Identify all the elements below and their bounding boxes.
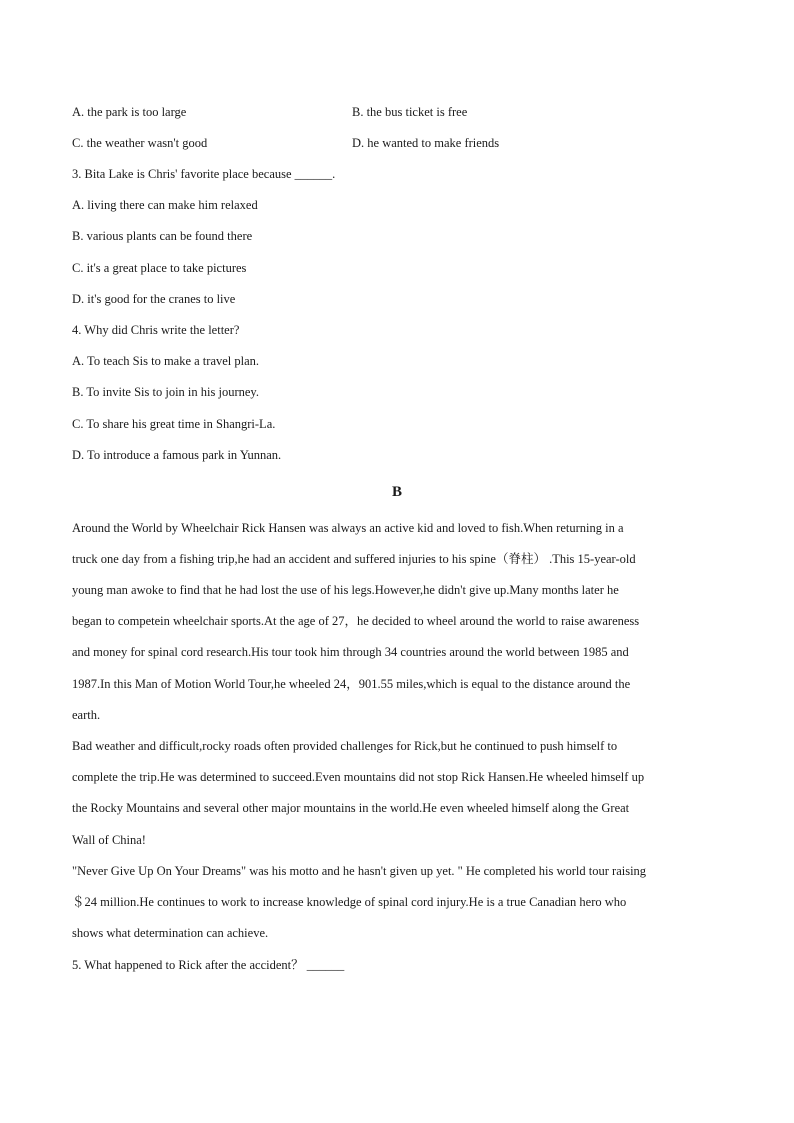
q4-option-a: A. To teach Sis to make a travel plan. [72, 354, 260, 368]
q3-option-a: A. living there can make him relaxed [72, 198, 258, 212]
q4-option-b: B. To invite Sis to join in his journey. [72, 385, 259, 399]
q4-option-d: D. To introduce a famous park in Yunnan. [72, 448, 282, 462]
q3-stem: 3. Bita Lake is Chris' favorite place because ______. [72, 167, 336, 181]
section-heading-b: B [391, 484, 402, 500]
passage-line: "Never Give Up On Your Dreams" was his motto and he hasn't given up yet. " He completed his world tour raising [72, 864, 647, 878]
q4-stem: 4. Why did Chris write the letter? [72, 323, 240, 337]
q4-option-c: C. To share his great time in Shangri-La. [72, 417, 276, 431]
q3-option-c: C. it's a great place to take pictures [72, 261, 247, 275]
q2-option-b: B. the bus ticket is free [352, 105, 468, 119]
passage-line: ＄24 million.He continues to work to increase knowledge of spinal cord injury.He is a true Canadian hero who [72, 895, 627, 909]
passage-line: Around the World by Wheelchair Rick Hansen was always an active kid and loved to fish.When returning in a [72, 521, 624, 535]
passage-line: Bad weather and difficult,rocky roads often provided challenges for Rick,but he continued to push himself to [72, 739, 618, 753]
q2-option-d: D. he wanted to make friends [352, 136, 500, 150]
q3-option-d: D. it's good for the cranes to live [72, 292, 236, 306]
passage-line: young man awoke to find that he had lost the use of his legs.However,he didn't give up.Many months later he [72, 583, 619, 597]
passage-line: shows what determination can achieve. [72, 926, 269, 940]
passage-line: the Rocky Mountains and several other major mountains in the world.He even wheeled himself along the Great [72, 801, 630, 815]
passage-line: earth. [72, 708, 101, 722]
passage-line: began to competein wheelchair sports.At the age of 27，he decided to wheel around the world to raise awareness [72, 614, 640, 628]
q2-option-c: C. the weather wasn't good [72, 136, 208, 150]
q5-stem: 5. What happened to Rick after the accident？ ______ [72, 958, 345, 972]
passage-line: complete the trip.He was determined to succeed.Even mountains did not stop Rick Hansen.He wheeled himself up [72, 770, 645, 784]
q2-option-a: A. the park is too large [72, 105, 187, 119]
passage-line: truck one day from a fishing trip,he had an accident and suffered injuries to his spine（脊柱） .This 15-year-old [72, 552, 636, 566]
q3-option-b: B. various plants can be found there [72, 229, 253, 243]
passage-line: Wall of China! [72, 833, 146, 847]
passage-line: and money for spinal cord research.His tour took him through 34 countries around the world between 1985 and [72, 645, 629, 659]
passage-line: 1987.In this Man of Motion World Tour,he wheeled 24，901.55 miles,which is equal to the distance around the [72, 677, 631, 691]
